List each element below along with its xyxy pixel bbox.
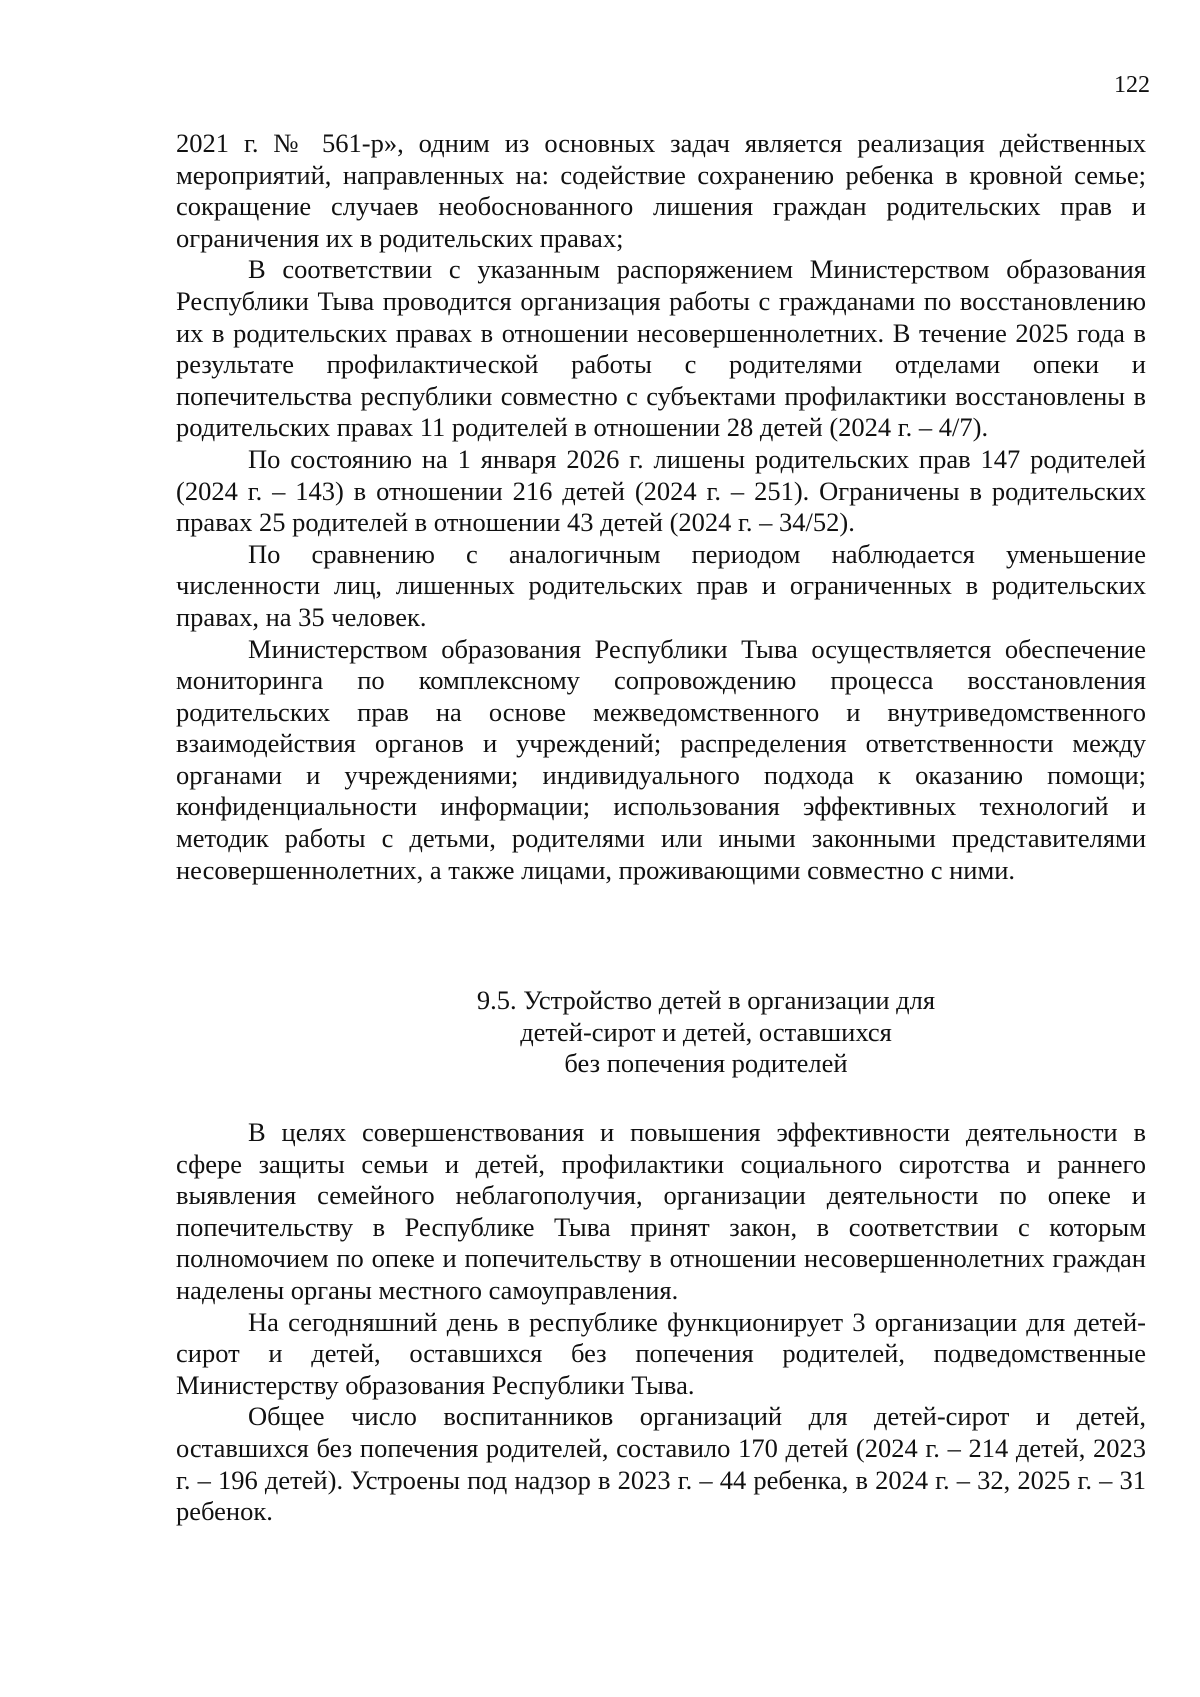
section-heading-line: детей-сирот и детей, оставшихся — [520, 1016, 892, 1047]
paragraph: По состоянию на 1 января 2026 г. лишены родительских прав 147 родителей (2024 г. – 143) в отношении 216 детей (2024 г. – 251). Ограничены в родительских правах 25 родителей в отношении 43 детей (2024 г. – 34/52). — [176, 443, 1146, 538]
section-heading — [176, 985, 1146, 1080]
paragraph: Общее число воспитанников организаций для детей-сирот и детей, оставшихся без попечения родителей, составило 170 детей (2024 г. – 214 детей, 2023 г. – 196 детей). Устроены под надзор в 2023 г. – 44 ребенка, в 2024 г. – 32, 2025 г. – 31 ребенок. — [176, 1401, 1146, 1527]
paragraph: В соответствии с указанным распоряжением Министерством образования Республики Тыва проводится организация работы с гражданами по восстановлению их в родительских правах в отношении несовершеннолетних. В течение 2025 года в результате профилактической работы с родителями отделами опеки и попечительства республики совместно с субъектами профилактики восстановлены в родительских правах 11 родителей в отношении 28 детей (2024 г. – 4/7). — [176, 254, 1146, 443]
paragraph: На сегодняшний день в республике функционирует 3 организации для детей-сирот и детей, оставшихся без попечения родителей, подведомственные Министерству образования Республики Тыва. — [176, 1306, 1146, 1400]
paragraph-continuation: 2021 г. № 561-р», одним из основных задач является реализация действенных мероприятий, направленных на: содействие сохранению ребенка в кровной семье; сокращение случаев необоснованного лишения граждан родительских прав и ограничения их в родительских правах; — [176, 128, 1146, 253]
page-number: 122 — [1114, 72, 1150, 98]
paragraph: В целях совершенствования и повышения эффективности деятельности в сфере защиты семьи и детей, профилактики социального сиротства и раннего выявления семейного неблагополучия, организации деятельности по опеке и попечительству в Республике Тыва принят закон, в соответствии с которым полномочием по опеке и попечительству в отношении несовершеннолетних граждан наделены органы местного самоуправления. — [176, 1117, 1146, 1305]
body-text-block-2 — [176, 1117, 1146, 1528]
body-text-block-1 — [176, 128, 1146, 886]
paragraph: Министерством образования Республики Тыва осуществляется обеспечение мониторинга по комплексному сопровождению процесса восстановления родительских прав на основе межведомственного и внутриведомственного взаимодействия органов и учреждений; распределения ответственности между органами и учреждениями; индивидуального подхода к оказанию помощи; конфиденциальности информации; использования эффективных технологий и методик работы с детьми, родителями или иными законными представителями несовершеннолетних, а также лицами, проживающими совместно с ними. — [176, 633, 1146, 885]
section-heading-line: без попечения родителей — [564, 1048, 848, 1079]
paragraph: По сравнению с аналогичным периодом наблюдается уменьшение численности лиц, лишенных родительских прав и ограниченных в родительских правах, на 35 человек. — [176, 538, 1146, 632]
section-heading-line: 9.5. Устройство детей в организации для — [476, 985, 936, 1015]
